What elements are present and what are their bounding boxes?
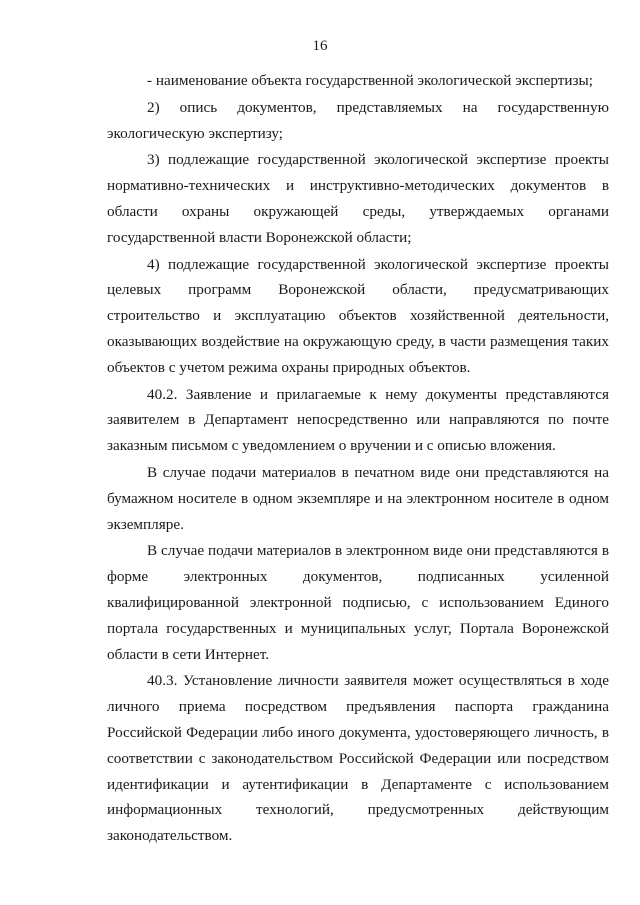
- paragraph-paper-submission: В случае подачи материалов в печатном виде они представляются на бумажном носителе в одном экземпляре и на электронном носителе в одном экземпляре.: [107, 463, 609, 533]
- paragraph-item-2: 2) опись документов, представляемых на государственную экологическую экспертизу;: [107, 98, 609, 142]
- paragraph-item-object-name: - наименование объекта государственной экологической экспертизы;: [147, 72, 593, 89]
- paragraph-40-2: 40.2. Заявление и прилагаемые к нему документы представляются заявителем в Департамент непосредственно или направляются по почте заказным письмом с уведомлением о вручении и с описью вложения.: [107, 385, 609, 455]
- paragraph-item-4: 4) подлежащие государственной экологической экспертизе проекты целевых программ Воронежской области, предусматривающих строительство и эксплуатацию объектов хозяйственной деятельности, оказывающих воздействие на окружающую среду, в части размещения таких объектов с учетом режима охраны природных объектов.: [107, 255, 609, 376]
- page-number: 16: [312, 38, 328, 54]
- document-body: [107, 68, 609, 849]
- paragraph-item-3: 3) подлежащие государственной экологической экспертизе проекты нормативно-технических и инструктивно-методических документов в области охраны окружающей среды, утверждаемых органами государственной власти Воронежской области;: [107, 151, 609, 246]
- paragraph-40-3: 40.3. Установление личности заявителя может осуществляться в ходе личного приема посредством предъявления паспорта гражданина Российской Федерации либо иного документа, удостоверяющего личность, в соответствии с законодательством Российской Федерации или посредством идентификации и аутентификации в Департаменте с использованием информационных технологий, предусмотренных действующим законодательством.: [107, 672, 609, 845]
- paragraph-electronic-submission: В случае подачи материалов в электронном виде они представляются в форме электронных документов, подписанных усиленной квалифицированной электронной подписью, с использованием Единого портала государственных и муниципальных услуг, Портала Воронежской области в сети Интернет.: [107, 542, 609, 663]
